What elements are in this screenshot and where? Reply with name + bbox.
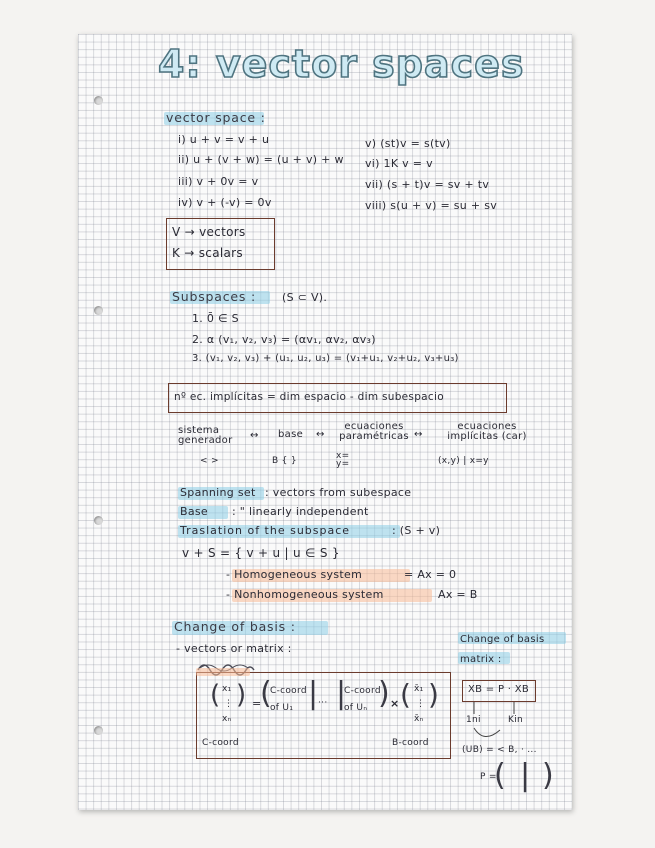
chain-item: sistema generador: [178, 425, 233, 446]
chain-item: ecuaciones paramétricas: [339, 421, 409, 442]
matrix-entry: of Uₙ: [344, 703, 368, 713]
definition-term: Base: [180, 505, 208, 518]
p-label: P =: [480, 772, 497, 782]
dim-formula: nº ec. implícitas = dim espacio - dim subespacio: [174, 391, 444, 403]
punch-hole: [94, 96, 103, 105]
b-coord-label: B-coord: [392, 738, 429, 748]
subspace-condition: 1. 0̄ ∈ S: [192, 312, 239, 325]
legend-scalars: K → scalars: [172, 246, 243, 260]
chain-item: base: [278, 429, 304, 440]
divider-bar: |: [308, 676, 319, 711]
matrix-entry: of U₁: [270, 703, 294, 713]
page-title: 4: vector spaces: [158, 42, 525, 86]
axiom: i) u + v = v + u: [178, 133, 270, 146]
nonhomogeneous-system: - Nonhomogeneous system: [226, 588, 384, 601]
change-of-basis-heading: Change of basis :: [174, 619, 296, 634]
times-sign: ×: [390, 697, 400, 710]
annotation-arrows: [470, 700, 530, 750]
matrix-entry: x̄₁: [414, 684, 424, 694]
paren-right-icon: ): [378, 676, 391, 711]
definition-desc: : vectors from subespace: [265, 486, 412, 499]
paren-right-icon: ): [542, 758, 555, 793]
paren-left-icon: (: [260, 676, 273, 711]
dimension-label: Kin: [508, 715, 524, 725]
axiom: ii) u + (v + w) = (u + v) + w: [178, 153, 344, 166]
axiom: vii) (s + t)v = sv + tv: [365, 178, 490, 191]
axiom: vi) 1K v = v: [365, 157, 433, 170]
change-matrix-formula: XB = P · XB: [468, 684, 530, 695]
c-coord-label: C-coord: [202, 738, 239, 748]
matrix-entry: ⋮: [416, 699, 426, 709]
axiom: iii) v + 0v = v: [178, 175, 259, 188]
divider-bar: |: [336, 676, 347, 711]
basis-notation: (UB) = < B, · ...: [462, 745, 537, 755]
definition-desc: : (S + v): [392, 524, 441, 537]
change-matrix-heading: Change of basis matrix :: [460, 634, 545, 665]
matrix-dots: ···: [318, 698, 328, 708]
punch-hole: [94, 516, 103, 525]
equals-sign: =: [252, 697, 262, 710]
paren-left-icon: (: [494, 758, 507, 793]
homogeneous-system: - Homogeneous system: [226, 568, 363, 581]
matrix-entry: x̄ₙ: [414, 714, 424, 724]
matrix-entry: xₙ: [222, 714, 232, 724]
matrix-entry: x₁: [222, 684, 232, 694]
divider-bar: |: [520, 758, 531, 793]
axiom: iv) v + (-v) = 0v: [178, 196, 272, 209]
subspace-condition: 2. α (v₁, v₂, v₃) = (αv₁, αv₂, αv₃): [192, 333, 376, 346]
paren-right-icon: ): [428, 678, 440, 711]
subspaces-heading: Subspaces :: [172, 289, 256, 304]
chain-example: B { }: [272, 456, 297, 466]
change-of-basis-sub: - vectors or matrix :: [176, 642, 292, 655]
translation-formula: v + S = { v + u | u ∈ S }: [182, 546, 340, 560]
paren-right-icon: ): [236, 680, 247, 710]
matrix-entry: C-coord: [344, 686, 381, 696]
vector-space-heading: vector space :: [166, 110, 266, 125]
paren-left-icon: (: [400, 678, 412, 711]
subspace-condition: 3. (v₁, v₂, v₃) + (u₁, u₂, u₃) = (v₁+u₁, v₂+u₂, v₃+u₃): [192, 353, 459, 364]
axiom: v) (st)v = s(tv): [365, 137, 451, 150]
nonhomogeneous-eq: Ax = B: [438, 588, 478, 601]
chain-example: < >: [200, 456, 219, 466]
chain-example: x= y=: [336, 451, 350, 469]
definition-term: Traslation of the subspace: [180, 524, 351, 537]
subspace-notation: (S ⊂ V).: [282, 291, 328, 304]
chain-example: (x,y) | x=y: [438, 456, 489, 466]
arrow-icon: ↔: [414, 429, 423, 440]
definition-desc: : " linearly independent: [232, 505, 369, 518]
matrix-entry: C-coord: [270, 686, 307, 696]
punch-hole: [94, 306, 103, 315]
highlight: [196, 668, 250, 676]
arrow-icon: ↔: [250, 430, 259, 441]
chain-item: ecuaciones implícitas (car): [447, 421, 527, 442]
axiom: viii) s(u + v) = su + sv: [365, 199, 498, 212]
legend-vectors: V → vectors: [172, 225, 246, 239]
punch-hole: [94, 726, 103, 735]
definition-term: Spanning set: [180, 486, 256, 499]
dimension-label: 1ni: [466, 715, 481, 725]
homogeneous-eq: = Ax = 0: [404, 568, 457, 581]
matrix-entry: ⋮: [224, 699, 234, 709]
arrow-icon: ↔: [316, 429, 325, 440]
paren-left-icon: (: [210, 680, 221, 710]
